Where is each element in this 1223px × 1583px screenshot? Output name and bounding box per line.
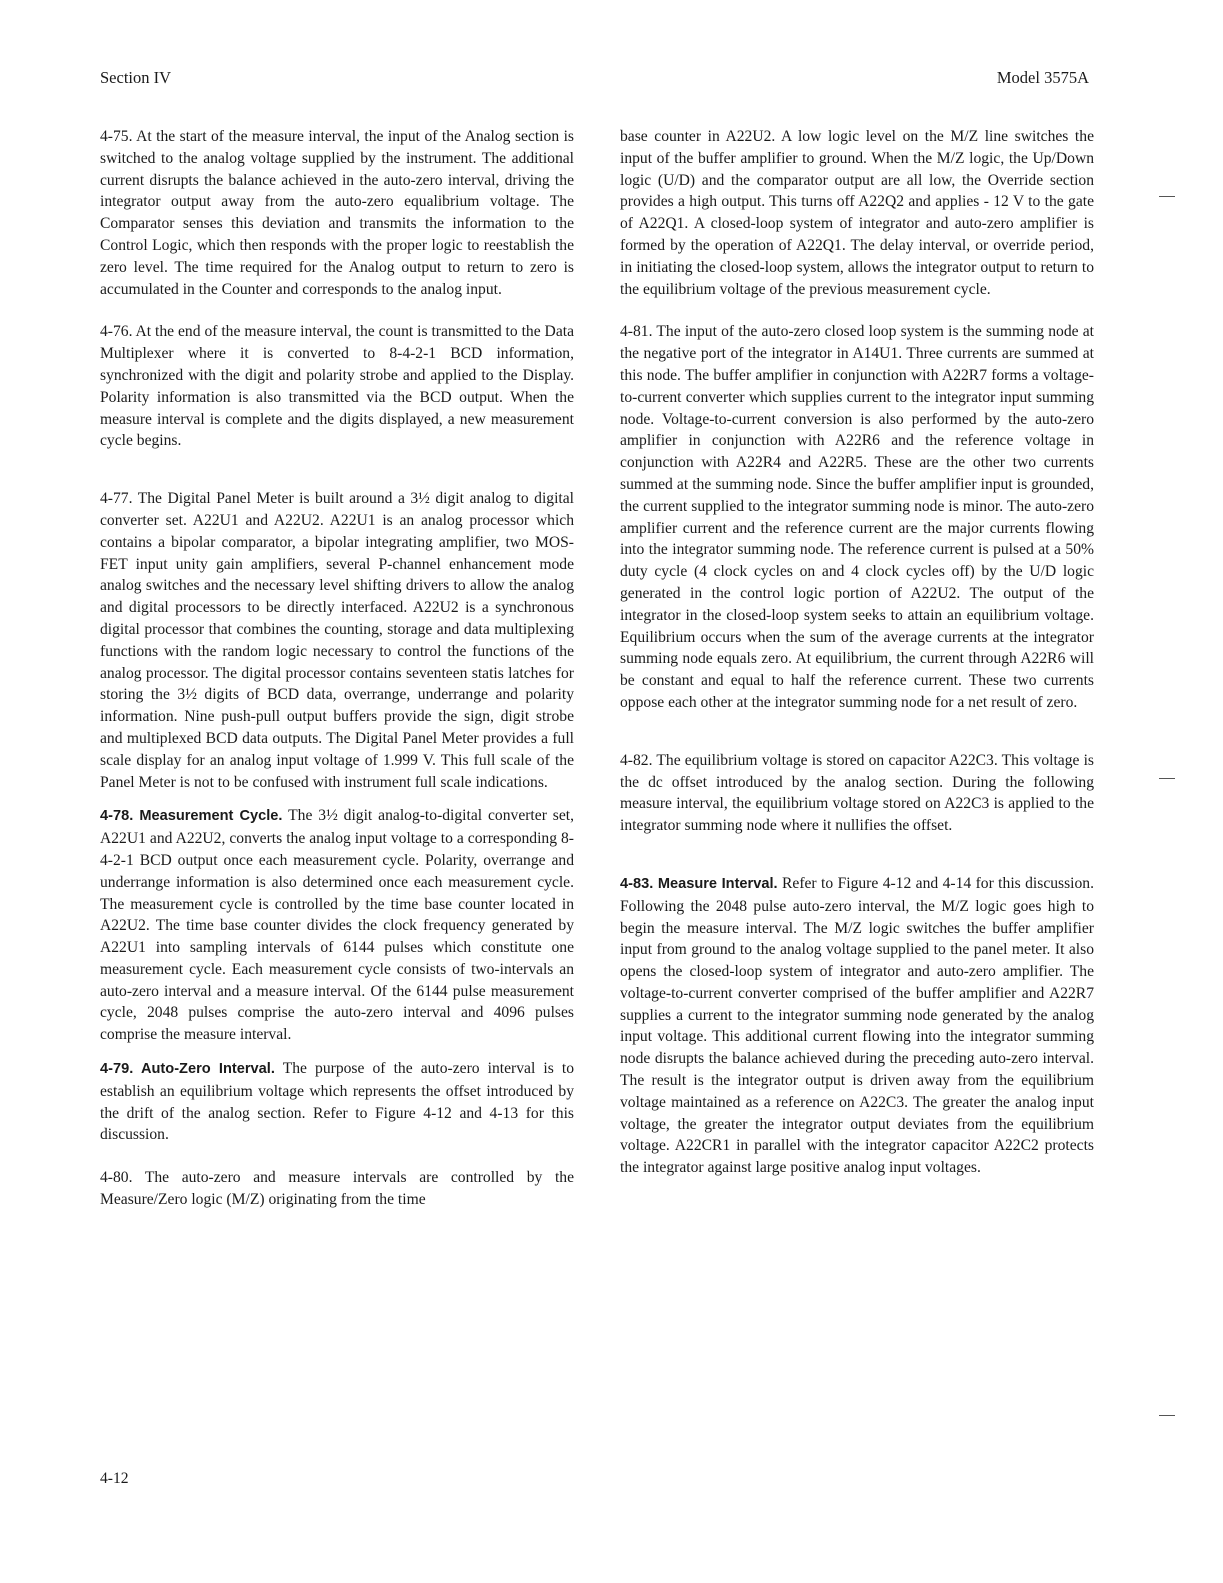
paragraph-4-80: 4-80. The auto-zero and measure intervals are controlled by the Measure/Zero logic (M/Z) originating from the time bbox=[100, 1169, 574, 1209]
paragraph-4-83-body: Refer to Figure 4-12 and 4-14 for this discussion. Following the 2048 pulse auto-zero interval, the M/Z logic goes high to begin the measure interval. The M/Z logic switches the buffer amplifier input from ground to the analog voltage supplied to the panel meter. It also opens the closed-loop system of integrator and auto-zero amplifier. The voltage-to-current converter comprised of the buffer amplifier and A22R7 supplies a current to the integrator summing node generated by the analog input voltage. This additional current flowing into the integrator summing node disrupts the balance achieved during the preceding auto-zero interval. The result is the integrator output is driven away from the equilibrium voltage maintained as a reference on A22C3. The greater the analog input voltage, the greater the integrator output deviates from the equilibrium voltage. A22CR1 in parallel with the integrator capacitor A22C2 protects the integrator against large positive analog input voltages. bbox=[620, 874, 1094, 1177]
right-column bbox=[620, 126, 1094, 1179]
paragraph-4-78 bbox=[100, 805, 574, 1046]
page-number: 4-12 bbox=[100, 1470, 129, 1487]
heading-measure-interval: 4-83. Measure Interval. bbox=[620, 875, 778, 892]
margin-mark bbox=[1159, 1415, 1175, 1416]
paragraph-4-81: 4-81. The input of the auto-zero closed loop system is the summing node at the negative port of the integrator in A14U1. Three currents are summed at this node. The buffer amplifier in conjunction with A22R7 forms a voltage-to-current converter which supplies current to the integrator input summing node. Voltage-to-current conversion is also performed by the auto-zero amplifier in conjunction with A22R6 and the reference voltage in conjunction with A22R4 and A22R5. These are the other two currents summed at the summing node. Since the buffer amplifier input is grounded, the current supplied to the integrator summing node is minor. The auto-zero amplifier current and the reference current are the major currents flowing into the integrator summing node. The reference current is pulsed at a 50% duty cycle (4 clock cycles on and 4 clock cycles off) by the U/D logic generated in the control logic portion of A22U2. The output of the integrator in the closed-loop system seeks to attain an equilibrium voltage. Equilibrium occurs when the sum of the average currents at the integrator summing node equals zero. At equilibrium, the current through A22R6 will be constant and equal to half the reference current. These two currents oppose each other at the integrator summing node for a net result of zero. bbox=[620, 323, 1094, 711]
margin-mark bbox=[1159, 196, 1175, 197]
paragraph-4-79 bbox=[100, 1058, 574, 1146]
section-label: Section IV bbox=[100, 68, 172, 87]
paragraph-4-83 bbox=[620, 873, 1094, 1179]
paragraph-4-78-body: The 3½ digit analog-to-digital converter set, A22U1 and A22U2, converts the analog input voltage to a corresponding 8-4-2-1 BCD output once each measurement cycle. Polarity, overrange and underrange information is also determined once each measurement cycle. The measurement cycle is controlled by the time base counter located in A22U2. The time base counter divides the clock frequency generated by A22U1 into sampling intervals of 6144 pulses which constitute one measurement cycle. Each measurement cycle consists of two-intervals an auto-zero interval and a measure interval. Of the 6144 pulse measurement cycle, 2048 pulses comprise the auto-zero interval and 4096 pulses comprise the measure interval. bbox=[100, 807, 575, 1044]
left-column bbox=[100, 126, 574, 1211]
paragraph-4-77: 4-77. The Digital Panel Meter is built around a 3½ digit analog to digital converter set. A22U1 and A22U2. A22U1 is an analog processor which contains a bipolar comparator, a bipolar integrating amplifier, two MOS-FET input unity gain amplifiers, several P-channel enhancement mode analog switches and the necessary level shifting drivers to allow the analog and digital processors to be directly interfaced. A22U2 is a synchronous digital processor that combines the counting, storage and data multiplexing functions with the random logic necessary to control the functions of the analog processor. The digital processor contains seventeen statis latches for storing the 3½ digits of BCD data, overrange, underrange and polarity information. Nine push-pull output buffers provide the sign, digit strobe and multiplexed BCD data outputs. The Digital Panel Meter provides a full scale display for an analog input voltage of 1.999 V. This full scale of the Panel Meter is not to be confused with instrument full scale indications. bbox=[100, 490, 574, 791]
paragraph-4-82: 4-82. The equilibrium voltage is stored on capacitor A22C3. This voltage is the dc offset introduced by the analog section. During the following measure interval, the equilibrium voltage stored on A22C3 is applied to the integrator summing node where it nullifies the offset. bbox=[620, 751, 1094, 835]
paragraph-4-80-continued: base counter in A22U2. A low logic level on the M/Z line switches the input of the buffer amplifier to ground. When the M/Z logic, the Up/Down logic (U/D) and the comparator output are all low, the Override section provides a high output. This turns off A22Q2 and applies - 12 V to the gate of A22Q1. A closed-loop system of integrator and auto-zero amplifier is formed by the operation of A22Q1. The delay interval, or override period, in initiating the closed-loop system, allows the integrator output to return to the equilibrium voltage of the previous measurement cycle. bbox=[620, 128, 1094, 298]
heading-auto-zero-interval: 4-79. Auto-Zero Interval. bbox=[100, 1061, 275, 1078]
model-label: Model 3575A bbox=[996, 68, 1089, 87]
margin-mark bbox=[1159, 778, 1175, 779]
heading-measurement-cycle: 4-78. Measurement Cycle. bbox=[100, 808, 283, 825]
paragraph-4-76: 4-76. At the end of the measure interval, the count is transmitted to the Data Multiplexer where it is converted to 8-4-2-1 BCD information, synchronized with the digit and polarity strobe and applied to the Display. Polarity information is also transmitted via the BCD output. When the measure interval is complete and the digits displayed, a new measurement cycle begins. bbox=[100, 323, 574, 450]
paragraph-4-79-body: The purpose of the auto-zero interval is to establish an equilibrium voltage which represents the offset introduced by the drift of the analog section. Refer to Figure 4-12 and 4-13 for this discussion. bbox=[100, 1060, 574, 1144]
paragraph-4-75: 4-75. At the start of the measure interval, the input of the Analog section is switched to the analog voltage supplied by the instrument. The additional current disrupts the balance achieved in the auto-zero interval, driving the integrator output away from the auto-zero equalibrium voltage. The Comparator senses this deviation and transmits the information to the Control Logic, which then responds with the proper logic to reestablish the zero level. The time required for the Analog output to return to zero is accumulated in the Counter and corresponds to the analog input. bbox=[100, 128, 574, 298]
